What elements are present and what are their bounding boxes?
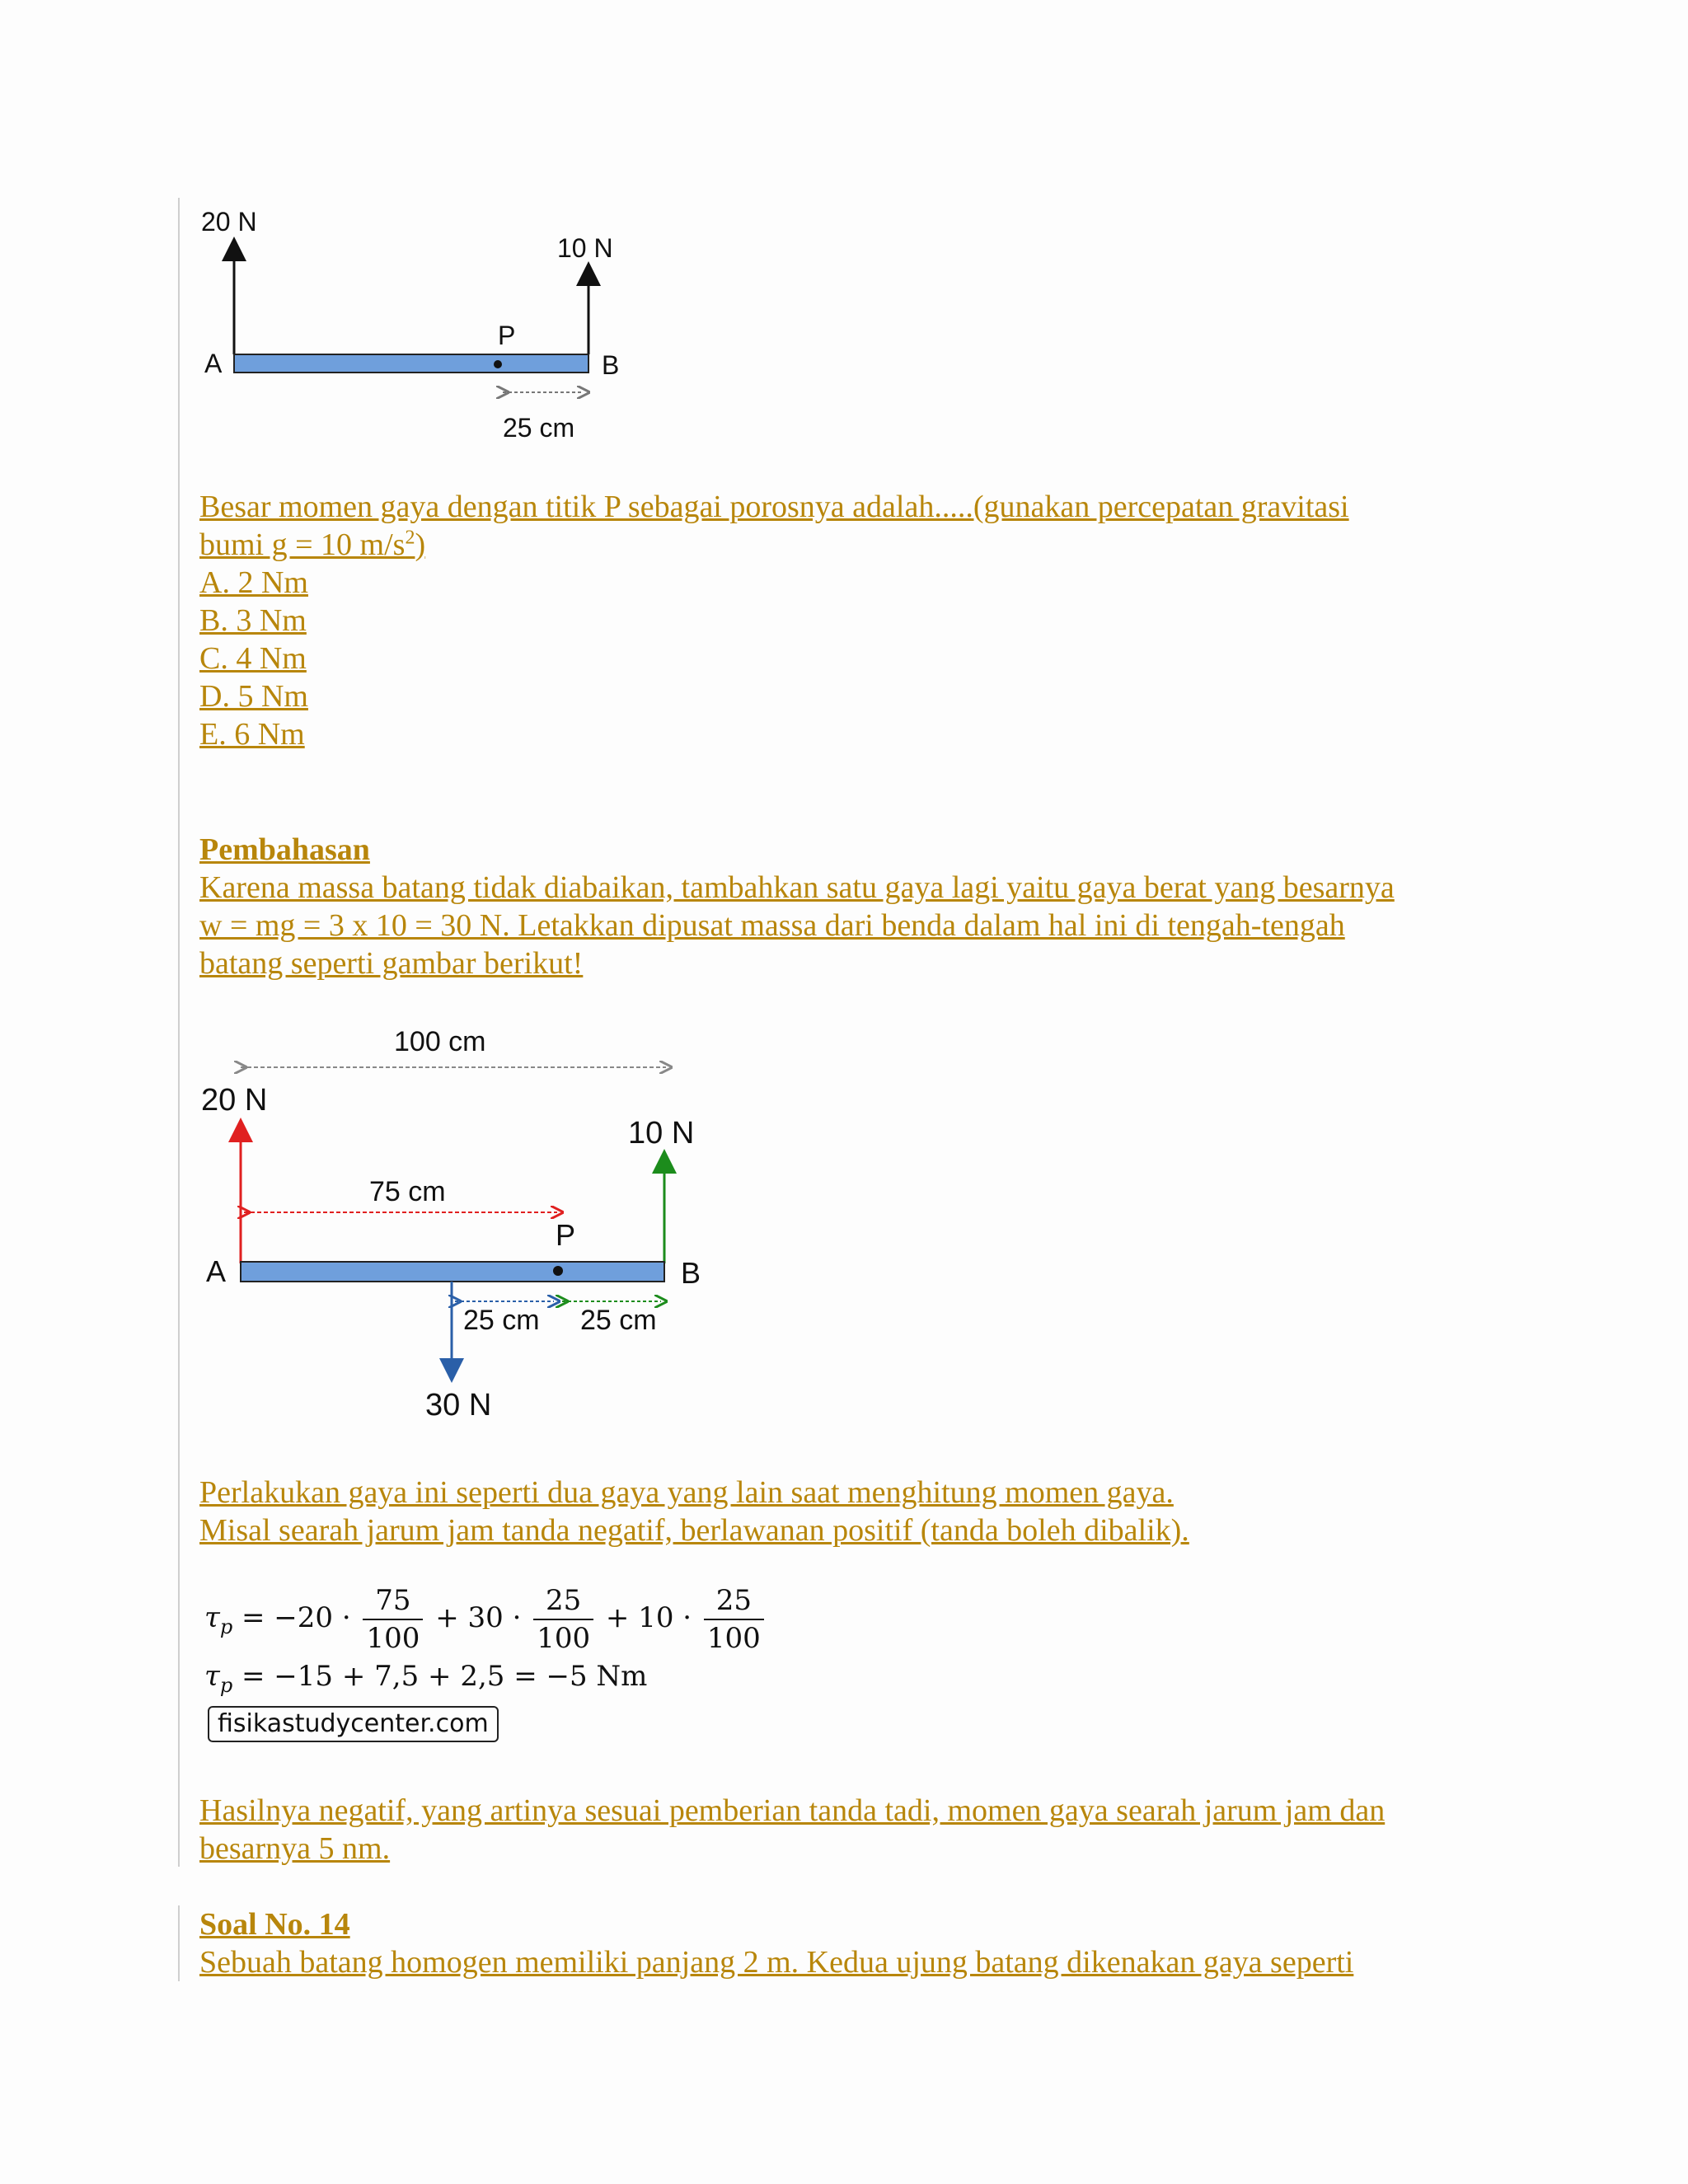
equation-line-2: $\tau_p = -15 + 7,5 + 2,5 = -5$ Nm [204, 1660, 648, 1697]
force-w-label: 30 N [425, 1388, 492, 1422]
label-b: B [602, 350, 620, 380]
fraction-75-100: $\frac{75}{100}$ [363, 1582, 423, 1657]
eq2-text: = −15 + 7,5 + 2,5 = −5 Nm [241, 1660, 648, 1693]
dist-pb-label-2: 25 cm [580, 1305, 657, 1336]
label-a-2: A [206, 1254, 227, 1288]
eq1-mid2: + 10 · [605, 1601, 692, 1634]
next-question-heading[interactable]: Soal No. 14 [199, 1907, 350, 1942]
rod [234, 354, 588, 373]
left-rule-bottom [178, 1905, 180, 1981]
diagram-rod-simple [190, 198, 651, 453]
option-e[interactable]: E. 6 Nm [199, 717, 305, 752]
eq1-mid1: + 30 · [435, 1601, 522, 1634]
fraction-25-100-b: $\frac{25}{100}$ [704, 1582, 764, 1657]
option-b[interactable]: B. 3 Nm [199, 603, 307, 638]
dist-label: 25 cm [503, 413, 575, 443]
pembahasan-line-3[interactable]: batang seperti gambar berikut! [199, 946, 584, 981]
explanation-line-1[interactable]: Perlakukan gaya ini seperti dua gaya yang lain saat menghitung momen gaya. [199, 1475, 1174, 1510]
label-a: A [204, 349, 223, 378]
diagram-rod-with-weight [190, 1018, 734, 1430]
force-b-label: 10 N [557, 233, 613, 263]
watermark-label: fisikastudycenter.com [208, 1706, 499, 1742]
eq1-start: = −20 · [241, 1601, 351, 1634]
force-a-label: 20 N [201, 207, 257, 237]
equation-line-1: $\tau_p = -20$ · $\frac{75}{100}$ + 30 · $\frac{25}{100}$ + 10 · $\frac{25}{100}$ [204, 1582, 767, 1657]
force-b-label-2: 10 N [628, 1116, 695, 1151]
option-c[interactable]: C. 4 Nm [199, 641, 307, 676]
dist-ap-label: 75 cm [369, 1176, 446, 1207]
left-rule-top [178, 198, 180, 1867]
pembahasan-line-1[interactable]: Karena massa batang tidak diabaikan, tambahkan satu gaya lagi yaitu gaya berat yang besarnya [199, 870, 1395, 905]
tau-symbol: τ [204, 1601, 220, 1634]
pembahasan-heading[interactable]: Pembahasan [199, 832, 370, 867]
rod-2 [241, 1262, 664, 1282]
question-line-1[interactable]: Besar momen gaya dengan titik P sebagai porosnya adalah.....(gunakan percepatan gravitasi [199, 490, 1349, 524]
option-d[interactable]: D. 5 Nm [199, 679, 308, 714]
pembahasan-line-2[interactable]: w = mg = 3 x 10 = 30 N. Letakkan dipusat massa dari benda dalam hal ini di tengah-tengah [199, 908, 1345, 943]
conclusion-line-1[interactable]: Hasilnya negatif, yang artinya sesuai pemberian tanda tadi, momen gaya searah jarum jam dan [199, 1793, 1386, 1828]
force-a-label-2: 20 N [201, 1083, 268, 1118]
fraction-25-100-a: $\frac{25}{100}$ [533, 1582, 593, 1657]
explanation-line-2[interactable]: Misal searah jarum jam tanda negatif, berlawanan positif (tanda boleh dibalik). [199, 1513, 1189, 1548]
pivot-p [494, 360, 502, 368]
length-total-label: 100 cm [394, 1026, 486, 1057]
option-a[interactable]: A. 2 Nm [199, 565, 308, 600]
pivot-p-2 [553, 1266, 563, 1276]
label-p: P [498, 321, 516, 350]
question-line-2[interactable]: bumi g = 10 $m/s^2$) [199, 527, 426, 562]
dist-cp-label: 25 cm [463, 1305, 540, 1336]
conclusion-line-2[interactable]: besarnya 5 nm. [199, 1831, 391, 1866]
label-p-2: P [556, 1218, 576, 1252]
label-b-2: B [681, 1256, 701, 1290]
next-question-line-1[interactable]: Sebuah batang homogen memiliki panjang 2 m. Kedua ujung batang dikenakan gaya seperti [199, 1945, 1354, 1980]
